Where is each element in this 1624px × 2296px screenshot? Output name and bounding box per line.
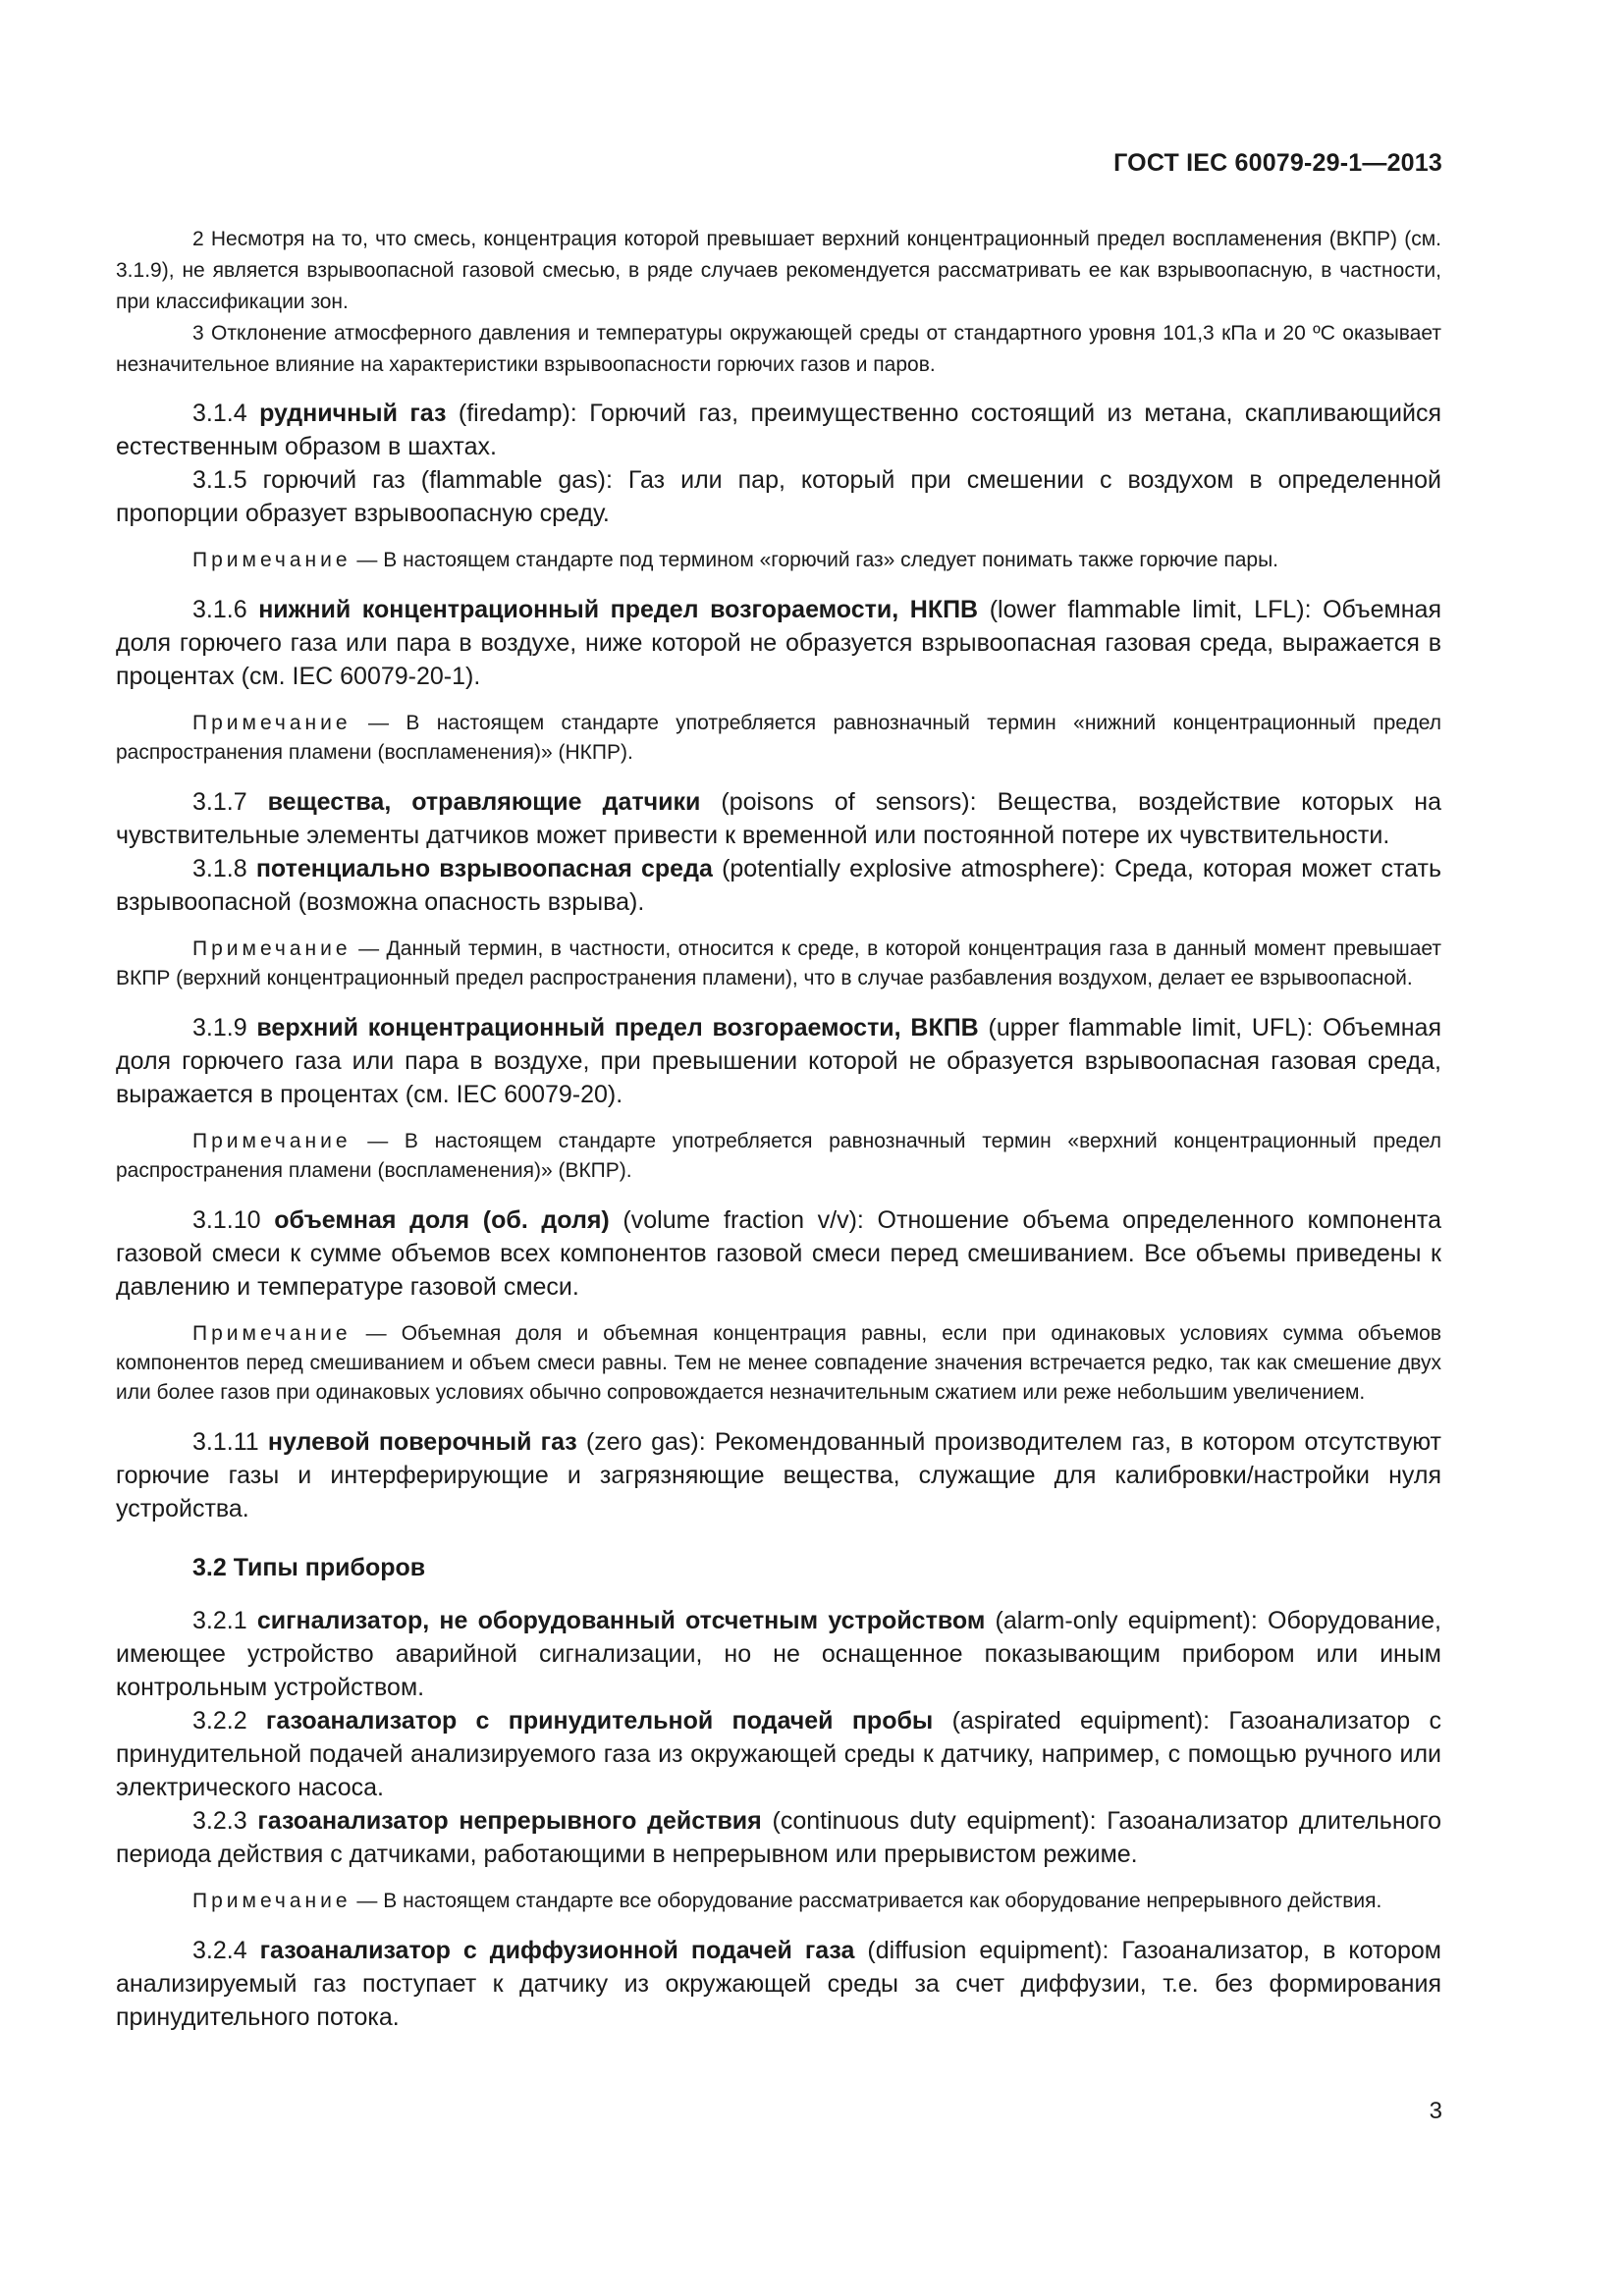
intro-note-2: 2 Несмотря на то, что смесь, концентрация которой превышает верхний концентрационный предел воспламенения (ВКПР) (см. 3.1.9), не является взрывоопасной газовой смесью, в ряде случаев рекомендуется рассматривать ее как взрывоопасную, в частности, при классификации зон. bbox=[116, 228, 1441, 313]
note-3-1-8: Примечание — Данный термин, в частности, относится к среде, в которой концентрация газа в данный момент превышает ВКПР (верхний концентрационный предел распространения пламени), что в случае разбавления воздухом, делает ее взрывоопасной. bbox=[116, 937, 1441, 989]
term-3-2-4: 3.2.4 газоанализатор с диффузионной подачей газа (diffusion equipment): Газоанализатор, в котором анализируемый газ поступает к датчику из окружающей среды за счет диффузии, т.е. без формирования принудительного потока. bbox=[116, 1937, 1441, 2031]
note-3-1-9: Примечание — В настоящем стандарте употребляется равнозначный термин «верхний концентрационный предел распространения пламени (воспламенения)» (ВКПР). bbox=[116, 1130, 1441, 1182]
document-header: ГОСТ IEC 60079-29-1—2013 bbox=[1113, 149, 1442, 177]
term-3-1-7: 3.1.7 вещества, отравляющие датчики (poisons of sensors): Вещества, воздействие которых на чувствительные элементы датчиков может привести к временной или постоянной потере их чувствительности. bbox=[116, 788, 1441, 849]
term-3-1-6: 3.1.6 нижний концентрационный предел возгораемости, НКПВ (lower flammable limit, LFL): Объемная доля горючего газа или пара в воздухе, ниже которой не образуется взрывоопасная газовая среда, выражается в процентах (см. IEC 60079-20-1). bbox=[116, 596, 1441, 690]
note-3-1-6: Примечание — В настоящем стандарте употребляется равнозначный термин «нижний концентрационный предел распространения пламени (воспламенения)» (НКПР). bbox=[116, 712, 1441, 764]
note-3-1-10: Примечание — Объемная доля и объемная концентрация равны, если при одинаковых условиях сумма объемов компонентов перед смешиванием и объем смеси равны. Тем не менее совпадение значения встречается редко, так как смешение двух или более газов при одинаковых условиях обычно сопровождается незначительным сжатием или реже небольшим увеличением. bbox=[116, 1322, 1441, 1404]
note-3-2-3: Примечание — В настоящем стандарте все оборудование рассматривается как оборудование непрерывного действия. bbox=[192, 1890, 1382, 1912]
term-3-2-2: 3.2.2 газоанализатор с принудительной подачей пробы (aspirated equipment): Газоанализатор с принудительной подачей анализируемого газа из окружающей среды к датчику, например, с помощью ручного или электрического насоса. bbox=[116, 1707, 1441, 1801]
term-3-2-3: 3.2.3 газоанализатор непрерывного действия (continuous duty equipment): Газоанализатор длительного периода действия с датчиками, работающими в непрерывном или прерывистом режиме. bbox=[116, 1807, 1442, 1868]
intro-note-3: 3 Отклонение атмосферного давления и температуры окружающей среды от стандартного уровня 101,3 кПа и 20 ºС оказывает незначительное влияние на характеристики взрывоопасности горючих газов и паров. bbox=[116, 322, 1441, 376]
term-3-1-11: 3.1.11 нулевой поверочный газ (zero gas): Рекомендованный производителем газ, в котором отсутствуют горючие газы и интерферирующие и загрязняющие вещества, служащие для калибровки/настройки нуля устройства. bbox=[116, 1428, 1441, 1522]
term-3-1-5: 3.1.5 горючий газ (flammable gas): Газ или пар, который при смешении с воздухом в определенной пропорции образует взрывоопасную среду. bbox=[116, 466, 1441, 527]
page-number: 3 bbox=[1429, 2098, 1442, 2124]
term-3-1-10: 3.1.10 объемная доля (об. доля) (volume fraction v/v): Отношение объема определенного компонента газовой смеси к сумме объемов всех компонентов газовой смеси перед смешиванием. Все объемы приведены к давлению и температуре газовой смеси. bbox=[116, 1206, 1441, 1301]
term-3-2-1: 3.2.1 сигнализатор, не оборудованный отсчетным устройством (alarm-only equipment): Оборудование, имеющее устройство аварийной сигнализации, но не оснащенное показывающим прибором или иным контрольным устройством. bbox=[116, 1607, 1441, 1701]
note-3-1-5: Примечание — В настоящем стандарте под термином «горючий газ» следует понимать также горючие пары. bbox=[192, 549, 1279, 571]
term-3-1-4: 3.1.4 рудничный газ (firedamp): Горючий газ, преимущественно состоящий из метана, скапливающийся естественным образом в шахтах. bbox=[116, 400, 1441, 460]
term-3-1-9: 3.1.9 верхний концентрационный предел возгораемости, ВКПВ (upper flammable limit, UFL): Объемная доля горючего газа или пара в воздухе, при превышении которой не образуется взрывоопасная газовая среда, выражается в процентах (см. IEC 60079-20). bbox=[116, 1014, 1441, 1108]
intro-notes bbox=[116, 224, 1441, 381]
page-content bbox=[116, 224, 1441, 2034]
term-3-1-8: 3.1.8 потенциально взрывоопасная среда (potentially explosive atmosphere): Среда, которая может стать взрывоопасной (возможна опасность взрыва). bbox=[116, 855, 1442, 916]
section-title-3-2: 3.2 Типы приборов bbox=[192, 1554, 426, 1581]
